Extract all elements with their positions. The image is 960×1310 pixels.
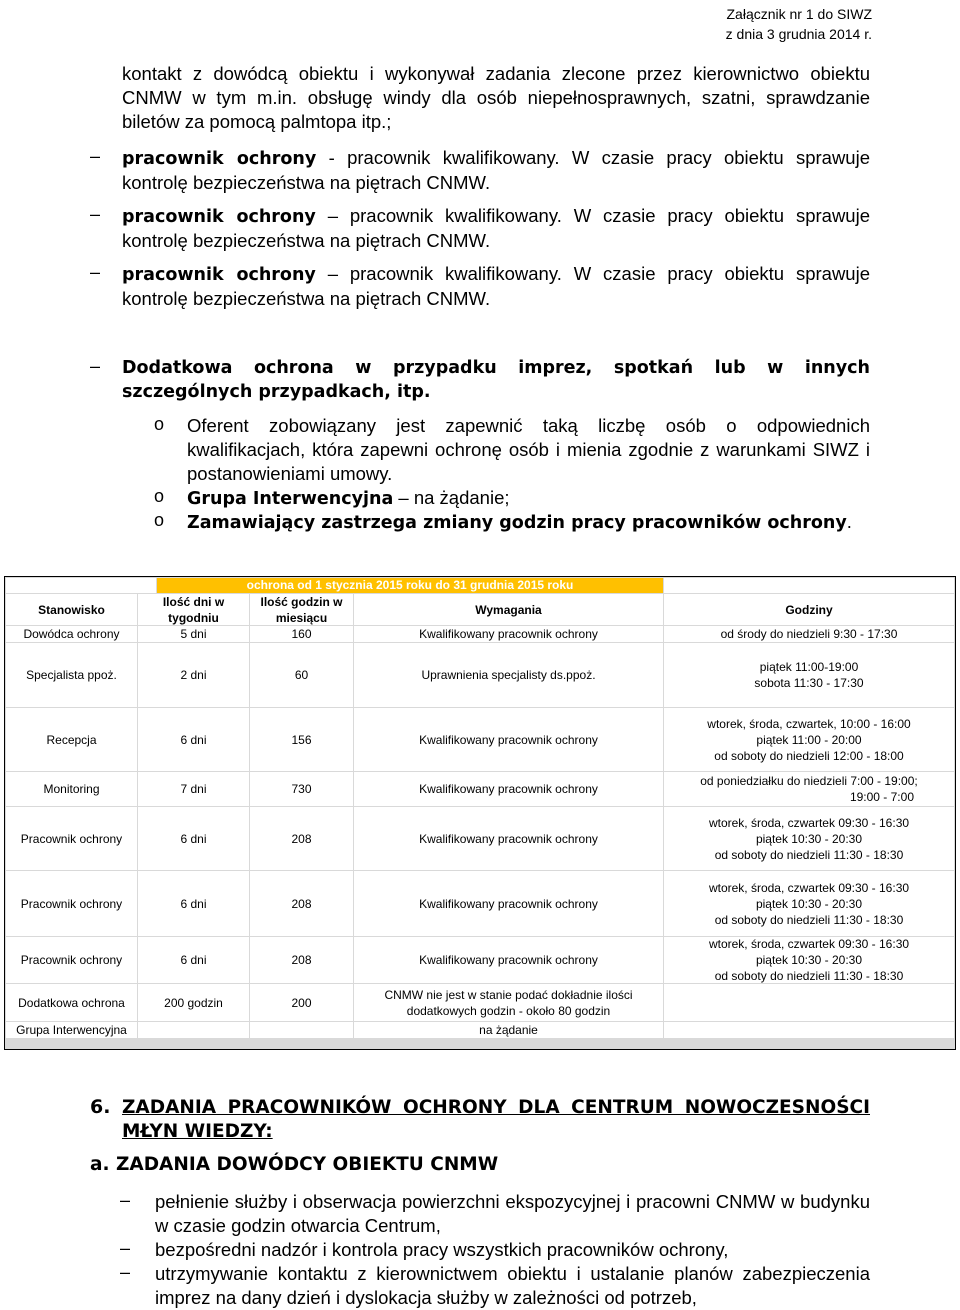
schedule-table — [4, 576, 956, 1050]
subitem-bold: Grupa Interwencyjna — [187, 489, 394, 509]
bullet-dash: – — [90, 262, 101, 282]
godziny-line: od poniedziałku do niedzieli 7:00 - 19:00; — [700, 774, 918, 788]
header-line-2: z dnia 3 grudnia 2014 r. — [725, 26, 872, 42]
godziny-line: piątek 10:30 - 20:30 — [755, 831, 863, 846]
godziny-line: od soboty do niedzieli 11:30 - 18:30 — [714, 969, 904, 983]
table-row: Grupa Interwencyjna — [6, 1022, 137, 1038]
cell-dni: 7 dni — [138, 772, 249, 806]
header-stanowisko: Stanowisko — [6, 594, 137, 625]
godziny-line: piątek 10:30 - 20:30 — [755, 953, 863, 967]
cell-dni: 200 godzin — [138, 984, 249, 1021]
bullet-dash: – — [90, 146, 101, 166]
cell-godziny — [664, 871, 954, 936]
cell-godz — [250, 1022, 353, 1038]
subitem-marker: o — [154, 510, 165, 530]
header-line-1: Załącznik nr 1 do SIWZ — [726, 6, 872, 22]
subitem-marker: o — [154, 486, 165, 506]
godziny-line: sobota 11:30 - 17:30 — [754, 676, 864, 690]
bullet-dash: – — [90, 356, 101, 376]
header-wymagania: Wymagania — [354, 594, 663, 625]
bullet-dash: – — [120, 1190, 131, 1210]
cell-dni — [138, 1022, 249, 1038]
cell-dni: 6 dni — [138, 937, 249, 983]
subitem-bold: Zamawiający zastrzega zmiany godzin pracy pracowników ochrony — [187, 513, 847, 533]
bullet-sep: - — [316, 147, 348, 168]
cell-wymagania: Kwalifikowany pracownik ochrony — [354, 871, 663, 936]
cell-godziny — [664, 1022, 954, 1038]
cell-wymagania: Kwalifikowany pracownik ochrony — [354, 708, 663, 771]
cell-godz: 160 — [250, 626, 353, 642]
godziny-line: wtorek, środa, czwartek 09:30 - 16:30 — [708, 937, 910, 951]
cell-wymagania: Kwalifikowany pracownik ochrony — [354, 807, 663, 870]
list-item: pełnienie służby i obserwacja powierzchni ekspozycyjnej i pracowni CNMW w budynku w czasie godzin otwarcia Centrum, — [155, 1191, 870, 1236]
godziny-line: wtorek, środa, czwartek 09:30 - 16:30 — [708, 880, 910, 895]
header-dni: Ilość dni w tygodniu — [138, 594, 249, 625]
table-row: Pracownik ochrony — [6, 871, 137, 936]
table-row: Dowódca ochrony — [6, 626, 137, 642]
list-item: utrzymywanie kontaktu z kierownictwem obiektu i ustalanie planów zabezpieczenia imprez na dany dzień i dyslokacja służby w zależności od potrzeb, — [155, 1263, 870, 1308]
subsection-title: ZADANIA DOWÓDCY OBIEKTU CNMW — [115, 1154, 499, 1175]
cell-godziny — [664, 643, 954, 707]
section-number: 6. — [90, 1096, 111, 1118]
cell-godz: 156 — [250, 708, 353, 771]
cell-dni: 6 dni — [138, 708, 249, 771]
cell-godziny — [664, 984, 954, 1021]
table-banner: ochrona od 1 stycznia 2015 roku do 31 grudnia 2015 roku — [157, 578, 663, 593]
cell-dni: 2 dni — [138, 643, 249, 707]
godziny-line: wtorek, środa, czwartek, 10:00 - 16:00 — [707, 716, 911, 731]
godziny-line: od środy do niedzieli 9:30 - 17:30 — [720, 627, 898, 641]
cell-wymagania: CNMW nie jest w stanie podać dokładnie ilości dodatkowych godzin - około 80 godzin — [354, 984, 663, 1021]
bullet-bold: pracownik ochrony — [122, 265, 316, 285]
godziny-line: 19:00 - 7:00 — [849, 790, 914, 804]
cell-godz: 730 — [250, 772, 353, 806]
subitem-marker: o — [154, 414, 165, 434]
table-row: Pracownik ochrony — [6, 807, 137, 870]
godziny-line: od soboty do niedzieli 12:00 - 18:00 — [714, 748, 904, 763]
list-item: bezpośredni nadzór i kontrola pracy wszystkich pracowników ochrony, — [155, 1239, 729, 1260]
cell-godziny — [664, 772, 954, 806]
godziny-line: piątek 10:30 - 20:30 — [755, 896, 863, 911]
bullet-rest: pracownik kwalifikowany. W czasie pracy obiektu sprawuje kontrolę bezpieczeństwa na piętrach CNMW. — [122, 263, 870, 309]
godziny-line: piątek 11:00-19:00 — [759, 660, 859, 674]
subitem-intervention — [187, 486, 870, 511]
bullet-bold: pracownik ochrony — [122, 149, 317, 169]
bullet-paragraph — [122, 146, 870, 195]
bullet-bold: pracownik ochrony — [122, 207, 316, 227]
table-corner-cell — [6, 578, 156, 593]
document-header — [726, 4, 872, 44]
bullet-rest: pracownik kwalifikowany. W czasie pracy obiektu sprawuje kontrolę bezpieczeństwa na piętrach CNMW. — [122, 147, 870, 193]
subitem-employer — [187, 510, 870, 535]
cell-wymagania: Uprawnienia specjalisty ds.ppoż. — [354, 643, 663, 707]
table-corner-cell — [664, 578, 954, 593]
bullet-paragraph — [122, 262, 870, 311]
cell-wymagania: na żądanie — [354, 1022, 663, 1038]
cell-godz: 208 — [250, 937, 353, 983]
cell-godziny — [664, 708, 954, 771]
cell-wymagania: Kwalifikowany pracownik ochrony — [354, 772, 663, 806]
header-godziny-mies: Ilość godzin w miesiącu — [250, 594, 353, 625]
bullet-rest: pracownik kwalifikowany. W czasie pracy obiektu sprawuje kontrolę bezpieczeństwa na piętrach CNMW. — [122, 205, 870, 251]
subsection-heading — [90, 1154, 498, 1175]
bullet-dash: – — [90, 204, 101, 224]
table-row: Recepcja — [6, 708, 137, 771]
cell-godziny — [664, 937, 954, 983]
cell-dni: 6 dni — [138, 807, 249, 870]
section-title: ZADANIA PRACOWNIKÓW OCHRONY DLA CENTRUM NOWOCZESNOŚCI MŁYN WIEDZY: — [122, 1097, 870, 1142]
cell-godz: 60 — [250, 643, 353, 707]
subitem-rest: – na żądanie; — [393, 487, 510, 508]
cell-godz: 200 — [250, 984, 353, 1021]
bullet-sep: – — [315, 263, 350, 284]
table-row: Monitoring — [6, 772, 137, 806]
bullet-sep: – — [315, 205, 350, 226]
godziny-line: od soboty do niedzieli 11:30 - 18:30 — [714, 912, 904, 927]
cell-godz: 208 — [250, 871, 353, 936]
cell-wymagania: Kwalifikowany pracownik ochrony — [354, 626, 663, 642]
cell-dni: 5 dni — [138, 626, 249, 642]
table-row: Dodatkowa ochrona — [6, 984, 137, 1021]
bullet-dash: – — [120, 1262, 131, 1282]
header-godziny: Godziny — [664, 594, 954, 625]
table-row: Specjalista ppoż. — [6, 643, 137, 707]
table-row: Pracownik ochrony — [6, 937, 137, 983]
cell-godz: 208 — [250, 807, 353, 870]
intro-paragraph: kontakt z dowódcą obiektu i wykonywał zadania zlecone przez kierownictwo obiektu CNMW w tym m.in. obsługę windy dla osób niepełnosprawnych, szatni, sprawdzanie biletów za pomocą palmtopa itp.; — [122, 63, 870, 132]
godziny-line: od soboty do niedzieli 11:30 - 18:30 — [714, 847, 904, 862]
cell-godziny — [664, 626, 954, 642]
bullet-paragraph — [122, 204, 870, 253]
extra-protection-paragraph: Dodatkowa ochrona w przypadku imprez, spotkań lub w innych szczególnych przypadkach, itp. — [122, 358, 870, 402]
cell-godziny — [664, 807, 954, 870]
godziny-line: piątek 11:00 - 20:00 — [756, 732, 862, 747]
cell-dni: 6 dni — [138, 871, 249, 936]
subitem-rest: . — [846, 511, 852, 532]
subsection-label: a. — [90, 1154, 110, 1175]
subitem-offerer: Oferent zobowiązany jest zapewnić taką liczbę osób o odpowiednich kwalifikacjach, która zapewni ochronę osób i mienia zgodnie z warunkami SIWZ i postanowieniami umowy. — [187, 415, 870, 484]
cell-wymagania: Kwalifikowany pracownik ochrony — [354, 937, 663, 983]
bullet-dash: – — [120, 1238, 131, 1258]
godziny-line: wtorek, środa, czwartek 09:30 - 16:30 — [708, 815, 910, 830]
